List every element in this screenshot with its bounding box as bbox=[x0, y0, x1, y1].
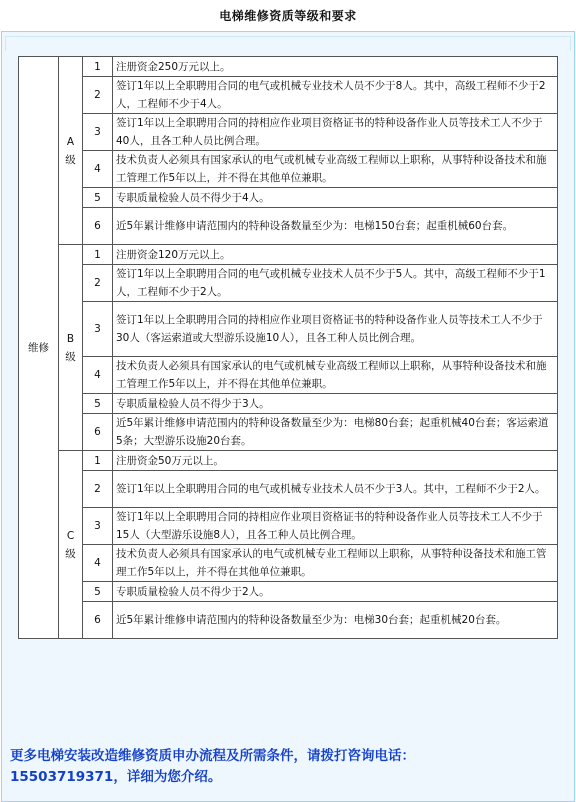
item-number: 2 bbox=[83, 77, 113, 114]
page-title: 电梯维修资质等级和要求 bbox=[219, 8, 357, 23]
frame-inner-border bbox=[5, 36, 571, 51]
item-requirement: 注册资金250万元以上。 bbox=[113, 57, 558, 77]
contact-footer bbox=[10, 746, 570, 788]
content-frame bbox=[1, 31, 575, 802]
table-row bbox=[19, 208, 558, 245]
item-requirement: 注册资金120万元以上。 bbox=[113, 245, 558, 265]
item-number: 5 bbox=[83, 188, 113, 208]
item-requirement: 专职质量检验人员不得少于4人。 bbox=[113, 188, 558, 208]
item-number: 5 bbox=[83, 582, 113, 602]
item-requirement: 签订1年以上全职聘用合同的持相应作业项目资格证书的特种设备作业人员等技术工人不少于30人（客运索道或大型游乐设施10人），且各工种人员比例合理。 bbox=[113, 302, 558, 357]
item-requirement: 签订1年以上全职聘用合同的持相应作业项目资格证书的特种设备作业人员等技术工人不少于15人（大型游乐设施8人），且各工种人员比例合理。 bbox=[113, 508, 558, 545]
item-requirement: 近5年累计维修申请范围内的特种设备数量至少为：电梯80台套；起重机械40台套；客运索道5条；大型游乐设施20台套。 bbox=[113, 414, 558, 451]
item-number: 6 bbox=[83, 602, 113, 639]
table-row bbox=[19, 151, 558, 188]
item-number: 2 bbox=[83, 265, 113, 302]
item-number: 3 bbox=[83, 508, 113, 545]
table-row bbox=[19, 602, 558, 639]
item-requirement: 专职质量检验人员不得少于2人。 bbox=[113, 582, 558, 602]
item-number: 1 bbox=[83, 57, 113, 77]
table-row bbox=[19, 114, 558, 151]
item-requirement: 技术负责人必须具有国家承认的电气或机械专业工程师以上职称，从事特种设备技术和施工管理工作5年以上，并不得在其他单位兼职。 bbox=[113, 545, 558, 582]
table-row bbox=[19, 451, 558, 471]
item-requirement: 近5年累计维修申请范围内的特种设备数量至少为：电梯30台套；起重机械20台套。 bbox=[113, 602, 558, 639]
item-requirement: 签订1年以上全职聘用合同的电气或机械专业技术人员不少于8人。其中，高级工程师不少于2人，工程师不少于4人。 bbox=[113, 77, 558, 114]
requirements-table-body bbox=[19, 57, 558, 639]
item-requirement: 签订1年以上全职聘用合同的持相应作业项目资格证书的特种设备作业人员等技术工人不少于40人，且各工种人员比例合理。 bbox=[113, 114, 558, 151]
table-row bbox=[19, 394, 558, 414]
table-row bbox=[19, 545, 558, 582]
item-requirement: 技术负责人必须具有国家承认的电气或机械专业高级工程师以上职称，从事特种设备技术和施工管理工作5年以上，并不得在其他单位兼职。 bbox=[113, 357, 558, 394]
table-row bbox=[19, 508, 558, 545]
item-number: 3 bbox=[83, 302, 113, 357]
item-number: 6 bbox=[83, 414, 113, 451]
item-requirement: 技术负责人必须具有国家承认的电气或机械专业高级工程师以上职称，从事特种设备技术和施工管理工作5年以上，并不得在其他单位兼职。 bbox=[113, 151, 558, 188]
item-number: 4 bbox=[83, 545, 113, 582]
level-cell: B级 bbox=[59, 245, 83, 451]
item-number: 1 bbox=[83, 451, 113, 471]
table-row bbox=[19, 471, 558, 508]
item-requirement: 签订1年以上全职聘用合同的电气或机械专业技术人员不少于5人。其中，高级工程师不少于1人，工程师不少于2人。 bbox=[113, 265, 558, 302]
requirements-table bbox=[18, 56, 558, 639]
table-row bbox=[19, 245, 558, 265]
item-requirement: 注册资金50万元以上。 bbox=[113, 451, 558, 471]
item-requirement: 签订1年以上全职聘用合同的电气或机械专业技术人员不少于3人。其中，工程师不少于2人。 bbox=[113, 471, 558, 508]
table-row bbox=[19, 582, 558, 602]
footer-line-1: 更多电梯安装改造维修资质申办流程及所需条件，请拨打咨询电话： bbox=[10, 748, 415, 764]
item-requirement: 专职质量检验人员不得少于3人。 bbox=[113, 394, 558, 414]
table-row bbox=[19, 265, 558, 302]
item-number: 1 bbox=[83, 245, 113, 265]
level-cell: A级 bbox=[59, 57, 83, 245]
item-number: 4 bbox=[83, 151, 113, 188]
table-row bbox=[19, 77, 558, 114]
item-number: 3 bbox=[83, 114, 113, 151]
footer-line-2: 15503719371，详细为您介绍。 bbox=[10, 769, 222, 785]
table-row bbox=[19, 414, 558, 451]
table-row bbox=[19, 188, 558, 208]
item-requirement: 近5年累计维修申请范围内的特种设备数量至少为：电梯150台套；起重机械60台套。 bbox=[113, 208, 558, 245]
table-row bbox=[19, 357, 558, 394]
table-row bbox=[19, 57, 558, 77]
level-cell: C级 bbox=[59, 451, 83, 639]
category-cell: 维修 bbox=[19, 57, 59, 639]
table-row bbox=[19, 302, 558, 357]
title-bar bbox=[0, 0, 576, 30]
item-number: 6 bbox=[83, 208, 113, 245]
item-number: 2 bbox=[83, 471, 113, 508]
item-number: 4 bbox=[83, 357, 113, 394]
item-number: 5 bbox=[83, 394, 113, 414]
